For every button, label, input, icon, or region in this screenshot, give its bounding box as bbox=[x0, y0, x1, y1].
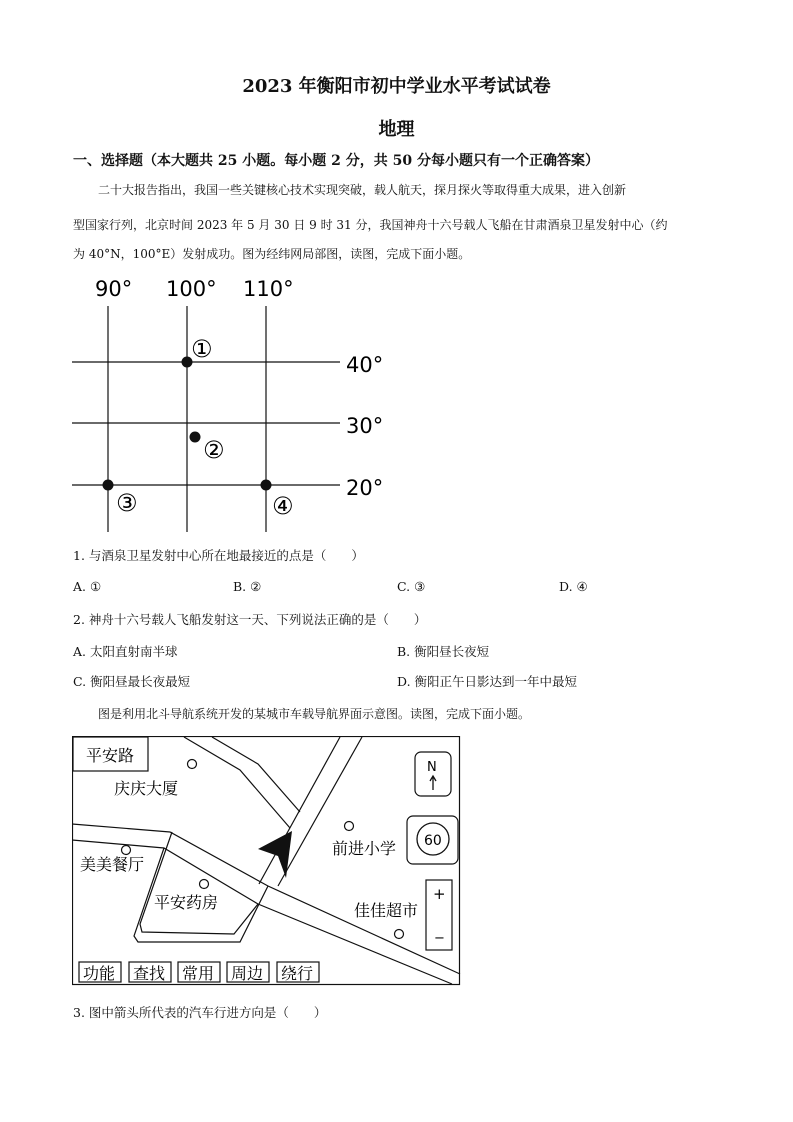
place-marker-pingan bbox=[200, 880, 209, 889]
q1-option-d[interactable]: D. ④ bbox=[559, 579, 588, 594]
point-2-label: ② bbox=[203, 436, 225, 464]
lat-label-20: 20° bbox=[346, 476, 384, 500]
function-button[interactable]: 功能 bbox=[83, 964, 116, 983]
road-label: 平安路 bbox=[86, 746, 135, 765]
zoom-in-button[interactable]: + bbox=[433, 885, 446, 903]
speed-limit-value: 60 bbox=[424, 833, 442, 849]
place-jiajia-supermarket[interactable]: 佳佳超市 bbox=[354, 901, 419, 920]
q1-stem: 1. 与酒泉卫星发射中心所在地最接近的点是（ ） bbox=[73, 548, 364, 563]
q1-option-b[interactable]: B. ② bbox=[233, 579, 262, 594]
place-marker-jiajia bbox=[395, 930, 404, 939]
lat-lon-grid-figure bbox=[60, 268, 400, 540]
lon-label-90: 90° bbox=[95, 277, 133, 301]
detour-button[interactable]: 绕行 bbox=[281, 964, 314, 983]
lat-label-30: 30° bbox=[346, 414, 384, 438]
q1-option-c[interactable]: C. ③ bbox=[397, 579, 426, 594]
point-3-label: ③ bbox=[116, 489, 138, 517]
point-4-label: ④ bbox=[272, 492, 294, 520]
nearby-button[interactable]: 周边 bbox=[231, 964, 264, 983]
car-navigation-map bbox=[72, 736, 461, 986]
compass-north-label: N bbox=[427, 760, 437, 775]
search-button[interactable]: 查找 bbox=[133, 964, 166, 983]
place-marker-meimei bbox=[122, 846, 131, 855]
point-2-dot bbox=[190, 432, 201, 443]
exam-title: 2023 年衡阳市初中学业水平考试试卷 bbox=[242, 76, 551, 97]
point-4-dot bbox=[261, 480, 272, 491]
place-qianjin-school[interactable]: 前进小学 bbox=[332, 839, 397, 858]
point-1-label: ① bbox=[191, 335, 213, 363]
q2-option-d[interactable]: D. 衡阳正午日影达到一年中最短 bbox=[397, 674, 578, 689]
q2-stem: 2. 神舟十六号载人飞船发射这一天、下列说法正确的是（ ） bbox=[73, 612, 427, 627]
place-meimei-restaurant[interactable]: 美美餐厅 bbox=[80, 855, 145, 874]
passage1-line2: 型国家行列，北京时间 2023 年 5 月 30 日 9 时 31 分，我国神舟十六号载人飞船在甘肃酒泉卫星发射中心（约 bbox=[73, 218, 668, 232]
place-qingqing-building[interactable]: 庆庆大厦 bbox=[114, 779, 179, 798]
q3-stem: 3. 图中箭头所代表的汽车行进方向是（ ） bbox=[73, 1005, 327, 1020]
place-marker-qingqing bbox=[188, 760, 197, 769]
point-3-dot bbox=[103, 480, 114, 491]
q2-option-b[interactable]: B. 衡阳昼长夜短 bbox=[397, 644, 490, 659]
subject-title: 地理 bbox=[378, 119, 415, 140]
q2-option-a[interactable]: A. 太阳直射南半球 bbox=[73, 644, 178, 659]
frequent-button[interactable]: 常用 bbox=[182, 964, 215, 983]
place-marker-qianjin bbox=[345, 822, 354, 831]
passage1-line3: 为 40°N，100°E）发射成功。图为经纬网局部图，读图，完成下面小题。 bbox=[73, 247, 471, 261]
passage1-line1: 二十大报告指出，我国一些关键核心技术实现突破，载人航天，探月探火等取得重大成果，进入创新 bbox=[98, 183, 627, 197]
lon-label-100: 100° bbox=[166, 277, 217, 301]
section-heading: 一、选择题（本大题共 25 小题。每小题 2 分，共 50 分每小题只有一个正确答案） bbox=[73, 153, 599, 169]
q1-option-a[interactable]: A. ① bbox=[73, 579, 102, 594]
place-pingan-pharmacy[interactable]: 平安药房 bbox=[154, 893, 219, 912]
zoom-out-button[interactable]: − bbox=[434, 931, 445, 946]
passage2-text: 图是利用北斗导航系统开发的某城市车载导航界面示意图。读图，完成下面小题。 bbox=[98, 707, 531, 721]
q2-option-c[interactable]: C. 衡阳昼最长夜最短 bbox=[73, 674, 191, 689]
lon-label-110: 110° bbox=[243, 277, 294, 301]
lat-label-40: 40° bbox=[346, 353, 384, 377]
